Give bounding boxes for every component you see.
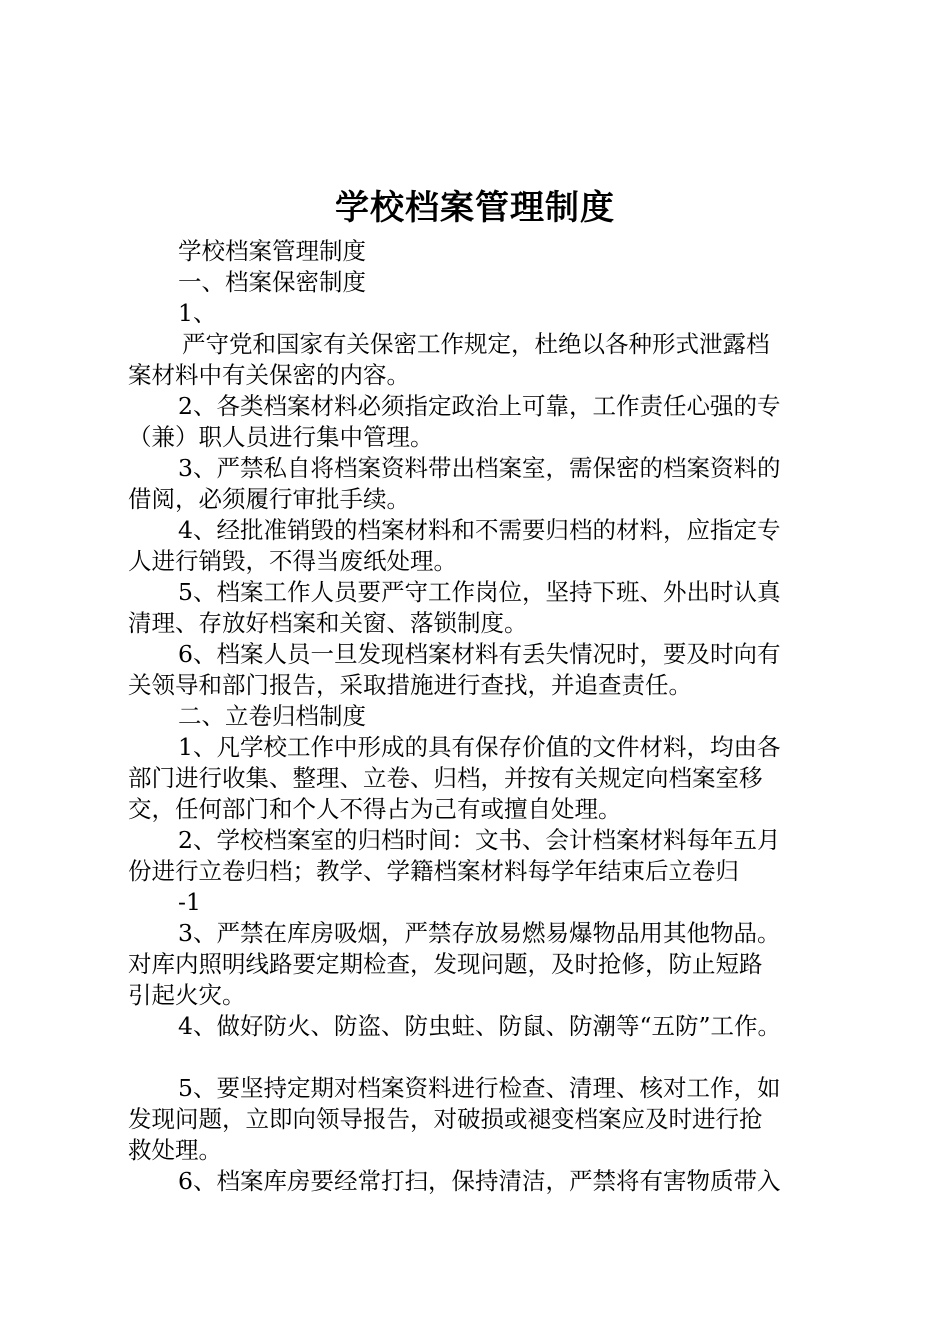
- paragraph-line: 份进行立卷归档；教学、学籍档案材料每学年结束后立卷归: [128, 857, 739, 885]
- paragraph-line: 3、严禁在库房吸烟，严禁存放易燃易爆物品用其他物品。: [178, 919, 781, 947]
- paragraph-line: 清理、存放好档案和关窗、落锁制度。: [128, 609, 528, 637]
- paragraph-line: 交，任何部门和个人不得占为己有或擅自处理。: [128, 795, 622, 823]
- paragraph-line: 二、立卷归档制度: [178, 702, 366, 730]
- paragraph-line: 6、档案人员一旦发现档案材料有丢失情况时，要及时向有: [178, 640, 781, 668]
- paragraph-line: 3、严禁私自将档案资料带出档案室，需保密的档案资料的: [178, 454, 781, 482]
- paragraph-line: 2、各类档案材料必须指定政治上可靠，工作责任心强的专: [178, 392, 781, 420]
- paragraph-line: 5、要坚持定期对档案资料进行检查、清理、核对工作，如: [178, 1074, 781, 1102]
- paragraph-line: 发现问题，立即向领导报告，对破损或褪变档案应及时进行抢: [128, 1105, 763, 1133]
- paragraph-line: 引起火灾。: [128, 981, 246, 1009]
- paragraph-line: 对库内照明线路要定期检查，发现问题，及时抢修，防止短路: [128, 950, 763, 978]
- paragraph-line: 6、档案库房要经常打扫，保持清洁，严禁将有害物质带入: [178, 1167, 781, 1195]
- paragraph-line: 严守党和国家有关保密工作规定，杜绝以各种形式泄露档: [182, 330, 770, 358]
- paragraph-line: 5、档案工作人员要严守工作岗位，坚持下班、外出时认真: [178, 578, 781, 606]
- paragraph-line: （兼）职人员进行集中管理。: [128, 423, 434, 451]
- paragraph-line: 部门进行收集、整理、立卷、归档，并按有关规定向档案室移: [128, 764, 763, 792]
- paragraph-line: 救处理。: [128, 1136, 222, 1164]
- paragraph-line: 4、做好防火、防盗、防虫蛀、防鼠、防潮等“五防”工作。: [178, 1012, 781, 1040]
- paragraph-line: -1: [178, 888, 201, 916]
- blank-line: [128, 1042, 833, 1073]
- paragraph-line: 关领导和部门报告，采取措施进行查找，并追查责任。: [128, 671, 692, 699]
- paragraph-line: 2、学校档案室的归档时间：文书、会计档案材料每年五月: [178, 826, 781, 854]
- paragraph-line: 4、经批准销毁的档案材料和不需要归档的材料，应指定专: [178, 516, 781, 544]
- document-body: [128, 236, 833, 1197]
- document-title: 学校档案管理制度: [335, 188, 615, 228]
- paragraph-line: 人进行销毁，不得当废纸处理。: [128, 547, 457, 575]
- paragraph-line: 学校档案管理制度: [178, 237, 366, 265]
- paragraph-line: 1、凡学校工作中形成的具有保存价值的文件材料，均由各: [178, 733, 781, 761]
- paragraph-line: 借阅，必须履行审批手续。: [128, 485, 410, 513]
- paragraph-line: 一、档案保密制度: [178, 268, 366, 296]
- paragraph-line: 案材料中有关保密的内容。: [128, 361, 410, 389]
- paragraph-line: 1、: [178, 299, 217, 327]
